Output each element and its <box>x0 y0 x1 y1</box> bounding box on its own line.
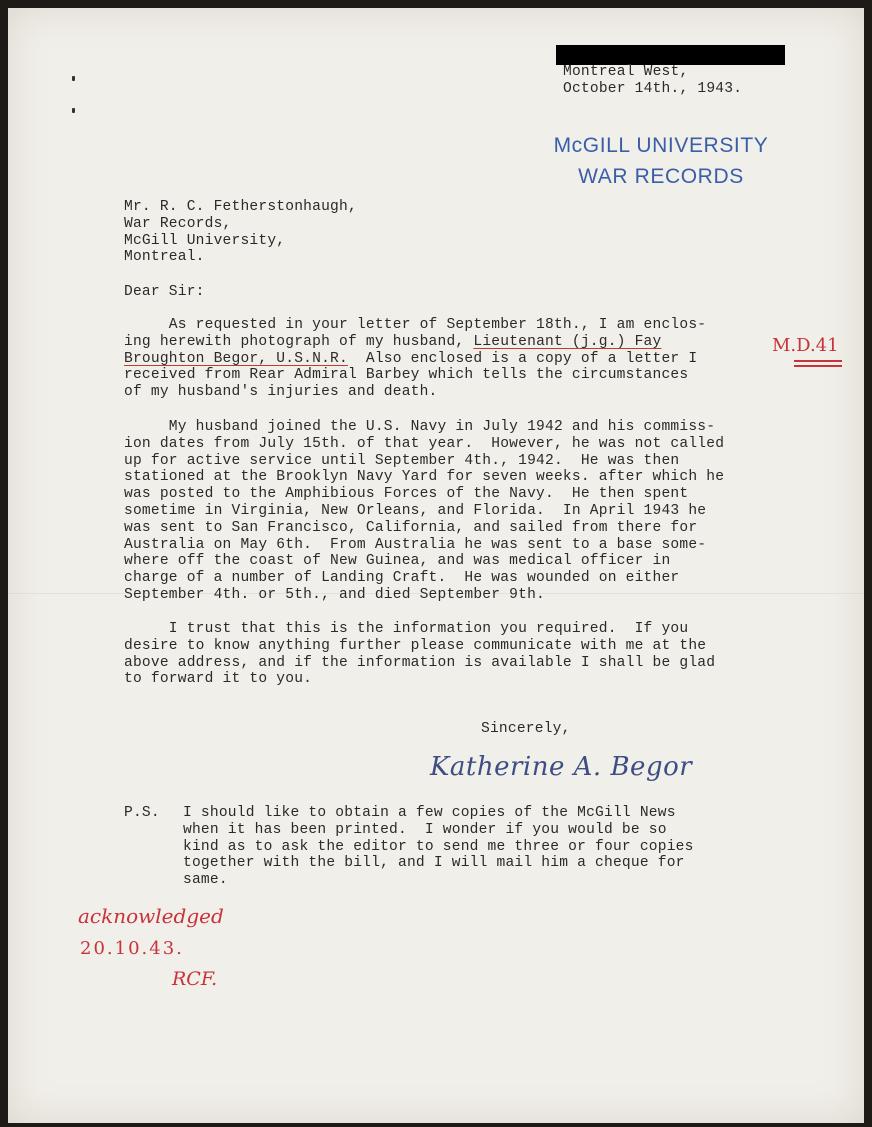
postscript-label: P.S. <box>124 805 160 821</box>
recipient-line: Montreal. <box>124 249 205 266</box>
text-line: when it has been printed. I wonder if you would be so <box>183 821 667 838</box>
text-line: kind as to ask the editor to send me three or four copies <box>183 838 694 855</box>
text-line: As requested in your letter of September 18th., I am enclos- <box>124 317 707 333</box>
header-place: Montreal West, <box>563 64 689 80</box>
stamp-line-2: WAR RECORDS <box>578 165 744 188</box>
text-line: same. <box>183 872 228 889</box>
underlined-name: Lieutenant (j.g.) Fay <box>473 333 662 350</box>
text-line: received from Rear Admiral Barbey which tells the circumstances <box>124 367 689 384</box>
recipient-line: Mr. R. C. Fetherstonhaugh, <box>124 199 357 215</box>
text-line: to forward it to you. <box>124 671 313 688</box>
text-segment: ing herewith photograph of my husband, <box>124 333 474 350</box>
paragraph-3 <box>124 621 715 688</box>
recipient-address <box>124 199 357 266</box>
text-line: together with the bill, and I will mail him a cheque for <box>183 855 685 872</box>
margin-underline <box>794 365 842 367</box>
closing: Sincerely, <box>481 721 571 737</box>
text-line: was sent to San Francisco, California, and sailed from there for <box>124 519 698 536</box>
margin-note: M.D.41 <box>772 335 839 356</box>
text-line <box>124 334 706 351</box>
letter-header <box>563 64 742 98</box>
acknowledged-initials: RCF. <box>172 968 218 990</box>
text-line: stationed at the Brooklyn Navy Yard for seven weeks. after which he <box>124 469 725 486</box>
postscript-body <box>183 805 694 889</box>
stamp-line-1: McGILL UNIVERSITY <box>553 134 769 157</box>
text-line: was posted to the Amphibious Forces of the Navy. He then spent <box>124 486 689 503</box>
text-line: up for active service until September 4th., 1942. He was then <box>124 452 680 469</box>
underlined-name: Broughton Begor, U.S.N.R. <box>124 350 348 367</box>
text-line: Australia on May 6th. From Australia he was sent to a base some- <box>124 536 707 553</box>
text-line: above address, and if the information is available I shall be glad <box>124 654 716 671</box>
salutation: Dear Sir: <box>124 284 205 300</box>
recipient-line: War Records, <box>124 215 232 232</box>
margin-underline <box>794 360 842 362</box>
text-line <box>124 351 706 368</box>
text-segment: Also enclosed is a copy of a letter I <box>347 350 698 367</box>
text-line: ion dates from July 15th. of that year. However, he was not called <box>124 435 725 452</box>
punch-mark <box>72 76 75 81</box>
text-line: I trust that this is the information you required. If you <box>124 621 689 637</box>
paragraph-2 <box>124 419 724 604</box>
redaction-bar <box>556 45 785 65</box>
text-line: where off the coast of New Guinea, and was medical officer in <box>124 553 671 570</box>
punch-mark <box>72 108 75 113</box>
text-line: September 4th. or 5th., and died September 9th. <box>124 586 546 603</box>
text-line: My husband joined the U.S. Navy in July 1942 and his commiss- <box>124 419 716 435</box>
recipient-line: McGill University, <box>124 232 286 249</box>
header-date: October 14th., 1943. <box>563 80 743 97</box>
acknowledged-note: acknowledged <box>78 904 224 928</box>
text-line: sometime in Virginia, New Orleans, and Florida. In April 1943 he <box>124 502 707 519</box>
text-line: desire to know anything further please communicate with me at the <box>124 637 707 654</box>
signature: Katherine A. Begor <box>430 752 693 782</box>
text-line: of my husband's injuries and death. <box>124 384 438 401</box>
acknowledged-date: 20.10.43. <box>80 938 184 959</box>
war-records-stamp <box>520 130 802 192</box>
paragraph-1 <box>124 317 706 401</box>
text-line: charge of a number of Landing Craft. He was wounded on either <box>124 570 680 587</box>
text-line: I should like to obtain a few copies of the McGill News <box>183 805 676 821</box>
